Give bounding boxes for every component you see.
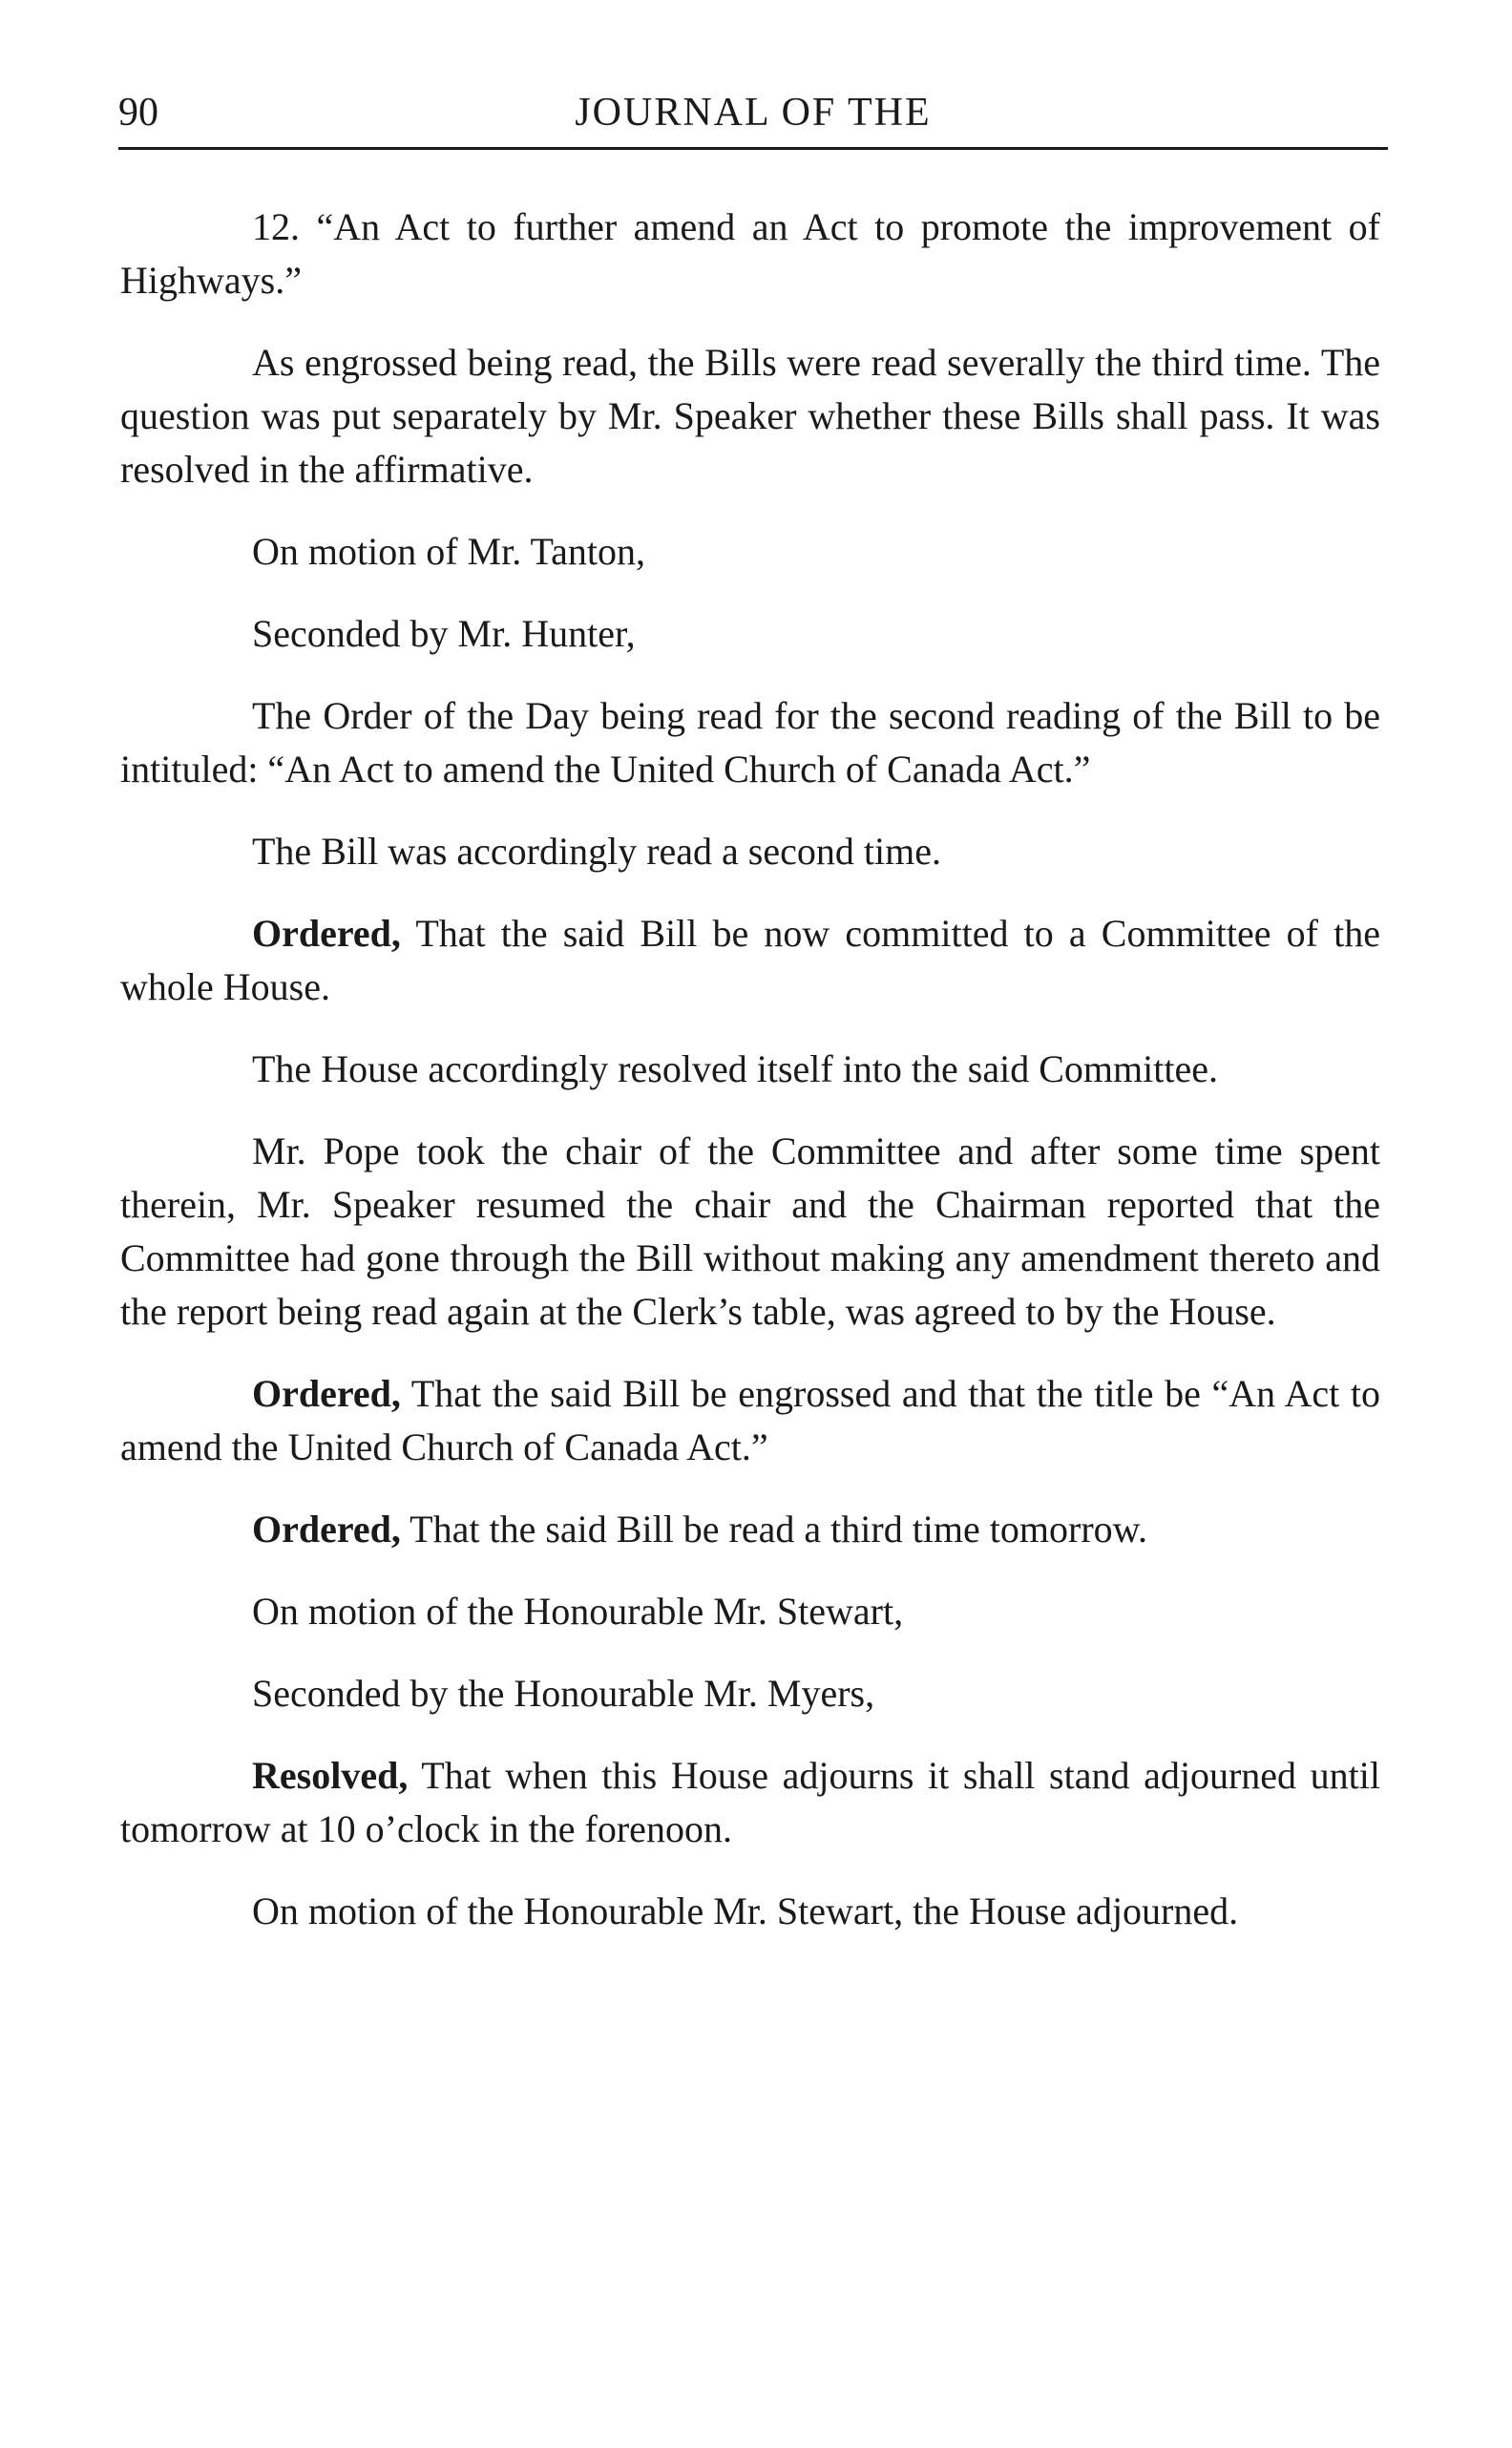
paragraph-house-adjourned: On motion of the Honourable Mr. Stewart, the House adjourned. [252,1889,1239,1932]
paragraph-ordered-third-time: Ordered, That the said Bill be read a third time tomorrow. [252,1508,1147,1551]
paragraph-order-of-day: The Order of the Day being read for the second reading of the Bill to be intituled: “An Act to amend the United Church of Canada Act.” [120,694,1380,791]
paragraph-motion-tanton: On motion of Mr. Tanton, [252,530,646,573]
paragraph-ordered-engrossed: Ordered, That the said Bill be engrossed and that the title be “An Act to amend the United Church of Canada Act.” [120,1372,1380,1468]
paragraph-seconded-myers: Seconded by the Honourable Mr. Myers, [252,1672,875,1715]
paragraph-bill-12: 12. “An Act to further amend an Act to promote the improvement of Highways.” [120,205,1380,302]
journal-body [120,200,1380,1967]
running-head: JOURNAL OF THE [575,91,932,135]
paragraph-second-reading: The Bill was accordingly read a second time. [252,830,941,873]
ordered-label: Ordered, [252,912,401,955]
paragraph-motion-stewart: On motion of the Honourable Mr. Stewart, [252,1590,904,1633]
paragraph-house-resolved: The House accordingly resolved itself into the said Committee. [252,1047,1218,1090]
paragraph-resolved-adjourn: Resolved, That when this House adjourns it shall stand adjourned until tomorrow at 10 o’clock in the forenoon. [120,1754,1380,1850]
ordered-label: Ordered, [252,1372,401,1415]
page-header [118,88,1388,137]
paragraph-seconded-hunter: Seconded by Mr. Hunter, [252,612,636,655]
ordered-label: Ordered, [252,1508,401,1551]
header-rule [118,147,1388,150]
page-number: 90 [118,91,158,135]
paragraph-third-reading: As engrossed being read, the Bills were read severally the third time. The question was put separately by Mr. Speaker whether these Bills shall pass. It was resolved in the affirmative. [120,341,1380,491]
paragraph-ordered-committed: Ordered, That the said Bill be now committed to a Committee of the whole House. [120,912,1380,1008]
paragraph-committee-report: Mr. Pope took the chair of the Committee and after some time spent therein, Mr. Speaker resumed the chair and the Chairman reported that the Committee had gone through the Bill without making any amendment thereto and the report being read again at the Clerk’s table, was agreed to by the House. [120,1129,1380,1333]
resolved-label: Resolved, [252,1754,409,1797]
